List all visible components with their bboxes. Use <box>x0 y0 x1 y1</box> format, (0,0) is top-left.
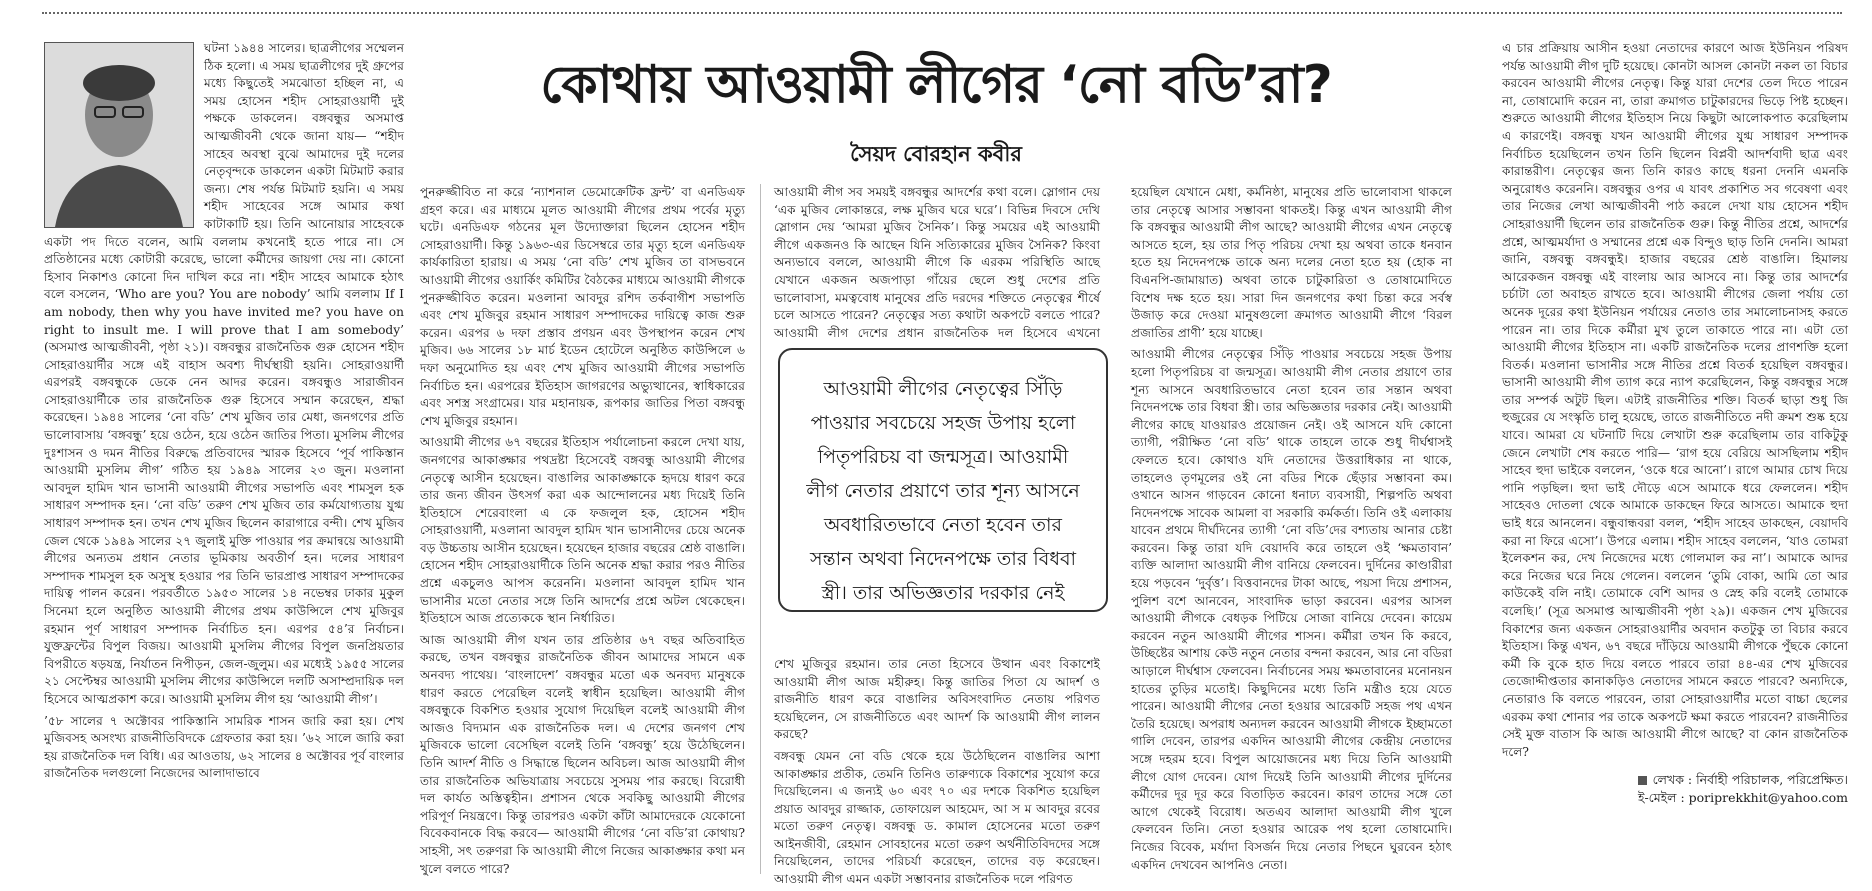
paragraph: আওয়ামী লীগ সব সময়ই বঙ্গবন্ধুর আদর্শের কথা বলে। স্লোগান দেয় ‘এক মুজিব লোকান্তরে, লক্ষ মুজিব ঘরে ঘরে’। বিভিন্ন দিবসে দেখি স্লোগান দেয় ‘আমরা মুজিব সৈনিক’। কিন্তু সময়ের এই আওয়ামী লীগে একজনও কি আছেন যিনি সত্যিকারের মুজিব সৈনিক? কিংবা অন্যভাবে বললে, আওয়ামী লীগে কি এরকম পরিস্থিতি আছে যেখানে একজন অজপাড়া গাঁয়ের ছেলে শুধু দেশের প্রতি ভালোবাসা, মমত্ববোধ মানুষের প্রতি দরদের শক্তিতে নেতৃত্বের শীর্ষে চলে আসতে পারেন? নেতৃত্বের সত্য কথাটা অকপটে বলতে পারে? আওয়ামী লীগ দেশের প্রধান রাজনৈতিক দল হিসেবে এখনো <box>774 185 1100 340</box>
paragraph: পুনরুজ্জীবিত না করে ‘ন্যাশনাল ডেমোক্রেটিক ফ্রন্ট’ বা এনডিএফ গ্রহণ করে। এর মাধ্যমে মূলত আওয়ামী লীগের প্রথম পর্বের মৃত্যু ঘটে। এনডিএফ গঠনের মূল উদ্যোক্তারা ছিলেন হোসেন শহীদ সোহরাওয়ার্দী। কিন্তু ১৯৬৩-এর ডিসেম্বরে তার মৃত্যু হলে এনডিএফ কার্যকারিতা হারায়। এ সময় ‘নো বডি’ শেখ মুজিব তা বাসভবনে আওয়ামী লীগের ওয়ার্কিং কমিটির বৈঠকের মাধ্যমে আওয়ামী লীগকে পুনরুজ্জীবিত করেন। মওলানা আবদুর রশিদ তর্কবাগীশ সভাপতি এবং শেখ মুজিবুর রহমান সাধারণ সম্পাদকের দায়িত্বে কাজ শুরু করেন। এরপর ৬ দফা প্রস্তাব প্রণয়ন এবং উপস্থাপন করেন শেখ মুজিব। ৬৬ সালের ১৮ মার্চ ইডেন হোটেলে অনুষ্ঠিত কাউন্সিলে ৬ দফা অনুমোদিত হয় এবং শেখ মুজিব আওয়ামী লীগের সভাপতি নির্বাচিত হন। এরপরের ইতিহাস জাগরণের অভ্যুত্থানের, স্বাধিকারের এবং সশস্ত্র সংগ্রামের। যার মহানায়ক, রূপকার জাতির পিতা বঙ্গবন্ধু শেখ মুজিবুর রহমান। <box>420 185 745 428</box>
column-divider <box>760 184 761 874</box>
paragraph: ঘটনা ১৯৪৪ সালের। ছাত্রলীগের সম্মেলন ঠিক হলো। এ সময় ছাত্রলীগের দুই গ্রুপের মধ্যে কিছুতেই সমঝোতা হচ্ছিল না, এ সময় হোসেন শহীদ সোহরাওয়ার্দী দুই পক্ষকে ডাকলেন। বঙ্গবন্ধুর অসমাপ্ত আত্মজীবনী থেকে জানা যায়— “শহীদ সাহেব অবস্থা বুঝে আমাদের দুই দলের নেতৃবৃন্দকে ডাকলেন একটা মিটমাট করার জন্য। শেষ পর্যন্ত মিটমাট হয়নি। এ সময় শহীদ সাহেবের সঙ্গে আমার কথা কাটাকাটি হয়। তিনি আনোয়ার সাহেবকে একটা পদ দিতে বলেন, আমি বললাম কখনোই হতে পারে না। সে প্রতিষ্ঠানের মধ্যে কোটারী করেছে, ভালো কর্মীদের জায়গা দেয় না। কোনো হিসাব নিকাশও কোনো দিন দাখিল করে না। শহীদ সাহেব আমাকে হঠাৎ বলে বসলেন, ‘Who are you? You are nobody’ আমি বললাম If I am nobody, then why you have invited me? you have on right to insult me. I will prove that I am somebody’ (অসমাপ্ত আত্মজীবনী, পৃষ্ঠা ২১)। বঙ্গবন্ধুর রাজনৈতিক গুরু হোসেন শহীদ সোহরাওয়ার্দীর সঙ্গে এই বাহাস অবশ্য দীর্ঘস্থায়ী হয়নি। সোহরাওয়ার্দী এরপরই বঙ্গবন্ধুকে ডেকে নেন আদর করেন। বঙ্গবন্ধুও সারাজীবন সোহরাওয়ার্দীকে তার রাজনৈতিক গুরু হিসেবে সম্মান করেছেন, শ্রদ্ধা করেছেন। ১৯৪৪ সালের ‘নো বডি’ শেখ মুজিব তার মেধা, জনগণের প্রতি ভালোবাসায় ‘বঙ্গবন্ধু’ হয়ে ওঠেন, হয়ে ওঠেন জাতির পিতা। মুসলিম লীগের দুঃশাসন ও দমন নীতির বিরুদ্ধে প্রতিবাদের স্মারক হিসেবে ‘পূর্ব পাকিস্তান আওয়ামী মুসলিম লীগ’ গঠিত হয় ১৯৪৯ সালের ২৩ জুন। মওলানা আবদুল হামিদ খান ভাসানী আওয়ামী লীগের সভাপতি এবং শামসুল হক সাধারণ সম্পাদক হন। ‘নো বডি’ তরুণ শেখ মুজিব তার কর্মযোগ্যতায় যুগ্ম সাধারণ সম্পাদক হন। তখন শেখ মুজিব ছিলেন কারাগারে বন্দী। শেখ মুজিব জেল থেকে ১৯৪৯ সালের ২৭ জুলাই মুক্তি পাওয়ার পর ক্রমান্বয়ে আওয়ামী লীগের অন্যতম প্রধান নেতার ভূমিকায় অবতীর্ণ হন। দলের সাধারণ সম্পাদক শামসুল হক অসুস্থ হওয়ার পর তিনি ভারপ্রাপ্ত সাধারণ সম্পাদকের দায়িত্ব পালন করেন। পরবর্তীতে ১৯৫৩ সালের ১৪ নভেম্বর ঢাকার মুকুল সিনেমা হলে অনুষ্ঠিত আওয়ামী লীগের প্রথম কাউন্সিলে শেখ মুজিবুর রহমান পূর্ণ সাধারণ সম্পাদক নির্বাচিত হন। এরপর ৫৪’র নির্বাচন। যুক্তফ্রন্টের বিপুল বিজয়। আওয়ামী মুসলিম লীগের বিপুল জনপ্রিয়তার বিপরীতে ষড়যন্ত্র, নির্যাতন নিপীড়ন, জেল-জুলুম। এর মধ্যেই ১৯৫৫ সালের ২১ সেপ্টেম্বর আওয়ামী মুসলিম লীগের কাউন্সিলে দলটি অসাম্প্রদায়িক দল হিসেবে আত্মপ্রকাশ করে। আওয়ামী মুসলিম লীগ হয় ‘আওয়ামী লীগ’। <box>44 41 404 706</box>
paragraph: আওয়ামী লীগের নেতৃত্বের সিঁড়ি পাওয়ার সবচেয়ে সহজ উপায় হলো পিতৃপরিচয় বা জন্মসূত্র। আওয়ামী লীগ নেতার প্রয়াণে তার শূন্য আসনে অবধারিতভাবে নেতা হবেন তার সন্তান অথবা নিদেনপক্ষে তার বিধবা স্ত্রী। তার অভিজ্ঞতার দরকার নেই। আওয়ামী লীগের কাছে যাওয়ারও প্রয়োজন নেই। ওই আসনে যদি কোনো ত্যাগী, পরীক্ষিত ‘নো বডি’ থাকে তাহলে তাকে শুধু দীর্ঘশ্বাসই ফেলতে হবে। কোথাও যদি নেতাদের উত্তরাধিকার না থাকে, তাহলেও তৃণমূলের ওই নো বডির শিকে ছেঁড়ার সম্ভাবনা কম। ওখানে আসন গাড়বেন কোনো ধনাঢ্য ব্যবসায়ী, শিল্পপতি অথবা নিদেনপক্ষে সাবেক আমলা বা সরকারি কর্মকর্তা। তিনি ওই এলাকায় যাবেন প্রথমে দীর্ঘদিনের ত্যাগী ‘নো বডি’দের বশ্যতায় আনার চেষ্টা করবেন। কিন্তু তারা যদি বেয়াদবি করে তাহলে ওই ‘ক্ষমতাবান’ ব্যক্তি আলাদা আওয়ামী লীগ বানিয়ে ফেলবেন। দুর্দিনের কাণ্ডারীরা হয়ে পড়বেন ‘দুর্বৃত্ত’। বিত্তবানদের টাকা আছে, পয়সা দিয়ে প্রশাসন, পুলিশ বশে আনবেন, সাংবাদিক ভাড়া করবেন। এরপর আসল আওয়ামী লীগকে বেধড়ক পিটিয়ে সোজা বানিয়ে দেবেন। কায়েম করবেন নতুন আওয়ামী লীগের শাসন। কর্মীরা তখন কি করবে, উচ্ছিষ্টের আশায় কেউ নতুন নেতার বন্দনা করবেন, আর নো বডিরা আড়ালে দীর্ঘশ্বাস ফেলবেন। নির্বাচনের সময় ক্ষমতাবানের মনোনয়ন হাতের তুড়ির মতোই। কিছুদিনের মধ্যে তিনি মন্ত্রীও হয়ে যেতে পারেন। আওয়ামী লীগের নেতা হওয়ার আরেকটি সহজ পথ এখন তৈরি হয়েছে। অপরাধ অন্যদল করবেন আওয়ামী লীগকে ইচ্ছামতো গালি দেবেন, তারপর একদিন আওয়ামী লীগের কেন্দ্রীয় নেতাদের সঙ্গে দহরম হবে। বিপুল আয়োজনের মধ্য দিয়ে তিনি আওয়ামী লীগে যোগ দেবেন। যোগ দিয়েই তিনি আওয়ামী লীগের দুর্দিনের কর্মীদের দূর দূর করে বিতাড়িত করবেন। কারণ তাদের সঙ্গে তো আগে থেকেই বিরোধ। অতএব আলাদা আওয়ামী লীগ খুলে ফেলবেন তিনি। নেতা হওয়ার আরেক পথ হলো তোষামোদি। নিজের বিবেক, মর্যাদা বিসর্জন দিয়ে নেতার পিছনে ঘুরবেন হঠাৎ একদিন দেখবেন আপনিও নেতা। <box>1131 347 1452 872</box>
paragraph: শেখ মুজিবুর রহমান। তার নেতা হিসেবে উত্থান এবং বিকাশেই আওয়ামী লীগ আজ মহীরুহ। কিন্তু জাতির পিতা যে আদর্শ ও রাজনীতি ধারণ করে বাঙালির অবিসংবাদিত নেতায় পরিণত হয়েছিলেন, সে রাজনীতিতে এবং আদর্শ কি আওয়ামী লীগ লালন করছে? <box>774 656 1100 742</box>
paragraph: হয়েছিল যেখানে মেধা, কর্মনিষ্ঠা, মানুষের প্রতি ভালোবাসা থাকলে তার নেতৃত্বে আসার সম্ভাবনা থাকতই। কিন্তু এখন আওয়ামী লীগ কি বঙ্গবন্ধুর আওয়ামী লীগ আছে? আওয়ামী লীগের এখন নেতৃত্বে আসতে হলে, হয় তার পিতৃ পরিচয় দেখা হয় অথবা তাকে ধনবান হতে হয় নিদেনপক্ষে তাকে অন্য দলের নেতা হতে হয় (হোক না বিএনপি-জামায়াত) অথবা তাকে চাটুকারিতা ও তোষামোদিতে বিশেষ দক্ষ হতে হয়। সারা দিন জনগণের কথা চিন্তা করে সর্বস্ব উজাড় করে দেওয়া মানুষগুলো ক্রমাগত আওয়ামী লীগে ‘বিরল প্রজাতির প্রাণী’ হয়ে যাচ্ছে। <box>1131 185 1452 340</box>
column-2 <box>420 184 745 874</box>
paragraph: আওয়ামী লীগের ৬৭ বছরের ইতিহাস পর্যালোচনা করলে দেখা যায়, জনগণের আকাঙ্ক্ষার পথদ্রষ্টা হিসেবেই বঙ্গবন্ধু আওয়ামী লীগের নেতৃত্বে আসীন হয়েছেন। বাঙালির আকাঙ্ক্ষাকে হৃদয়ে ধারণ করে তার জন্য জীবন উৎসর্গ করা এক আন্দোলনের মধ্য দিয়েই তিনি ইতিহাসে শেরেবাংলা এ কে ফজলুল হক, হোসেন শহীদ সোহরাওয়ার্দী, মওলানা আবদুল হামিদ খান ভাসানীদের চেয়ে অনেক বড় উচ্চতায় আসীন হয়েছেন। হয়েছেন হাজার বছরের শ্রেষ্ঠ বাঙালি। হোসেন শহীদ সোহরাওয়ার্দীকে তিনি অনেক শ্রদ্ধা করার পরও নীতির প্রশ্নে একচুলও আপস করেননি। মওলানা আবদুল হামিদ খান ভাসানীর মতো নেতার সঙ্গে তিনি আদর্শের প্রশ্নে অটল থেকেছেন। ইতিহাসে আজ প্রত্যেককে স্থান নির্ধারিত। <box>420 435 745 626</box>
headline: কোথায় আওয়ামী লীগের ‘নো বডি’রা? <box>540 55 1332 115</box>
paragraph: এ চার প্রক্রিয়ায় আসীন হওয়া নেতাদের কারণে আজ ইউনিয়ন পরিষদ পর্যন্ত আওয়ামী লীগ দুটি হয়েছে। কোনটা আসল কোনটা নকল তা বিচার করবেন আওয়ামী লীগের নেতৃত্ব। কিন্তু যারা দেশের তেল দিতে পারেন না, তোষামোদি করেন না, তারা ক্রমাগত চাটুকারদের ভিড়ে পিষ্ট হচ্ছেন। শুরুতে আওয়ামী লীগের ইতিহাস নিয়ে কিছুটা আলোকপাত করেছিলাম এ কারণেই। বঙ্গবন্ধু যখন আওয়ামী লীগের যুগ্ম সাধারণ সম্পাদক নির্বাচিত হয়েছিলেন তখন তিনি ছিলেন বিপ্লবী আদর্শবাদী ছাত্র এবং কারান্তরীণ। নেতৃত্বের জন্য তিনি কারও কাছে ধরনা দেননি এমনকি অনুরোধও করেননি। বঙ্গবন্ধুর ওপর এ যাবৎ প্রকাশিত সব গবেষণা এবং তার নিজের লেখা আত্মজীবনী পাঠ করলে দেখা যায় হোসেন শহীদ সোহরাওয়ার্দী ছিলেন তার রাজনৈতিক গুরু। কিন্তু নীতির প্রশ্নে, আদর্শের প্রশ্নে, আত্মমর্যাদা ও সম্মানের প্রশ্নে এক বিন্দুও ছাড় তিনি দেননি। আমরা জানি, বঙ্গবন্ধু বঙ্গবন্ধুই। হাজার বছরের শ্রেষ্ঠ বাঙালি। হিমালয় আরেকজন বঙ্গবন্ধু এই বাংলায় আর আসবে না। কিন্তু তার আদর্শের চর্চাটা তো অবাহত রাখতে হবে। আওয়ামী লীগের জেলা পর্যায় তো অনেক দূরের কথা ইউনিয়ন পর্যায়ের নেতাও তার সমালোচনাসহ করতে পারেন না। তার দিকে কর্মীরা মুখ তুলে তাকাতে পারে না। এটা তো আওয়ামী লীগের ইতিহাস না। একটি রাজনৈতিক দলের প্রাণশক্তি হলো বিতর্ক। মওলানা ভাসানীর সঙ্গে নীতির প্রশ্নে বিতর্ক হয়েছিল বঙ্গবন্ধুর। ভাসানী আওয়ামী লীগ ত্যাগ করে ন্যাপ করেছিলেন, কিন্তু বঙ্গবন্ধুর সঙ্গে তার সম্পর্ক অটুট ছিল। এটাই রাজনীতির শক্তি। বিতর্ক ছাড়া শুধু জি হুজুরের যে সংস্কৃতি চালু হয়েছে, তাতে রাজনীতিতে নদী ক্রমশ শুষ্ক হয়ে যাবে। আমরা যে ঘটনাটি দিয়ে লেখাটা শুরু করেছিলাম তার বাকিটুকু জেনে লেখাটা শেষ করতে পারি— ‘রাগ হয়ে বেরিয়ে আসছিলাম শহীদ সাহেব হুদা ভাইকে বললেন, ‘ওকে ধরে আনো’। রাগে আমার চোখ দিয়ে পানি পড়ছিল। হুদা ভাই দৌড়ে এসে আমাকে ধরে ফেললেন। শহীদ সাহেবও দোতলা থেকে আমাকে ডাকছেন ফিরে আসতে। আমাকে হুদা ভাই ধরে আনলেন। বন্ধুবান্ধবরা বলল, ‘শহীদ সাহেব ডাকছেন, বেয়াদবি করা না ফিরে এসো’। উপরে এলাম। শহীদ সাহেব বললেন, ‘যাও তোমরা ইলেকশন কর, দেখ নিজেদের মধ্যে গোলমাল কর না’। আমাকে আদর করে নিজের ঘরে নিয়ে গেলেন। বললেন ‘তুমি বোকা, আমি তো আর কাউকেই বলি নাই। তোমাকে বেশি আদর ও স্নেহ করি বলেই তোমাকে বলেছি।’ (সূত্র অসমাপ্ত আত্মজীবনী পৃষ্ঠা ২৯)। একজন শেখ মুজিবের বিকাশের জন্য একজন সোহরাওয়ার্দীর অবদান কতটুকু তা বিচার করবে ইতিহাস। কিন্তু এখন, ৬৭ বছরে দাঁড়িয়ে আওয়ামী লীগকে পুঁছকে কোনো কর্মী কি বুকে হাত দিয়ে বলতে পারবে তারা ৪৪-এর শেখ মুজিবের তেজোদ্দীপ্ততার কানাকড়িও নেতাদের সামনে করতে পারবে? অন্যদিকে, নেতারাও কি বলতে পারবেন, তারা সোহরাওয়ার্দীর মতো বাচ্চা ছেলের এরকম কথা শোনার পর তাকে অকপটে ক্ষমা করতে পারবেন? রাজনীতির সেই মুক্ত বাতাস কি আজ আওয়ামী লীগে আছে? বা কোন রাজনৈতিক দলে? <box>1502 41 1848 759</box>
square-bullet-icon <box>1638 776 1647 785</box>
paragraph: আজ আওয়ামী লীগ যখন তার প্রতিষ্ঠার ৬৭ বছর অতিবাহিত করছে, তখন বঙ্গবন্ধুর রাজনৈতিক জীবন আমাদের সামনে এক অনবদ্য পাথেয়। ‘বাংলাদেশ’ বঙ্গবন্ধুর মতো এক অনবদ্য মানুষকে ধারণ করতে পেরেছিল বলেই স্বাধীন হয়েছিল। আওয়ামী লীগ বঙ্গবন্ধুকে বিকশিত হওয়ার সুযোগ দিয়েছিল বলেই আওয়ামী লীগ আজও বিদ্যমান এক রাজনৈতিক দল। এ দেশের জনগণ শেখ মুজিবকে ভালো বেসেছিল বলেই তিনি ‘বঙ্গবন্ধু’ হয়ে উঠেছিলেন। তিনি আদর্শ নীতি ও সিদ্ধান্তে ছিলেন অবিচল। আজ আওয়ামী লীগ তার রাজনৈতিক অভিযাত্রায় সবচেয়ে সুসময় পার করছে। বিরোধী দল কার্যত অস্তিত্বহীন। প্রশাসন থেকে সবকিছু আওয়ামী লীগের পরিপূর্ণ নিয়ন্ত্রণে। কিন্তু তারপরও একটা কাঁটা আমাদেরকে যেকোনো বিবেকবানকে বিদ্ধ করবে— আওয়ামী লীগের ‘নো বডি’রা কোথায়? সাহসী, সৎ তরুণরা কি আওয়ামী লীগে নিজের আকাঙ্ক্ষার কথা মন খুলে বলতে পারে? <box>420 632 745 876</box>
author-note <box>1502 771 1848 806</box>
top-dotted-rule <box>42 12 1842 14</box>
byline: সৈয়দ বোরহান কবীর <box>850 142 1022 166</box>
column-1 <box>44 40 404 876</box>
pull-quote: আওয়ামী লীগের নেতৃত্বের সিঁড়ি পাওয়ার সবচেয়ে সহজ উপায় হলো পিতৃপরিচয় বা জন্মসূত্র। আওয়ামী লীগ নেতার প্রয়াণে তার শূন্য আসনে অবধারিতভাবে নেতা হবেন তার সন্তান অথবা নিদেনপক্ষে তার বিধবা স্ত্রী। তার অভিজ্ঞতার দরকার নেই <box>778 348 1108 612</box>
author-portrait <box>44 42 194 228</box>
author-title: লেখক : নির্বাহী পরিচালক, পরিপ্রেক্ষিত। <box>1652 772 1848 788</box>
paragraph: বঙ্গবন্ধু যেমন নো বডি থেকে হয়ে উঠেছিলেন বাঙালির আশা আকাঙ্ক্ষার প্রতীক, তেমনি তিনিও তারুণ্যকে বিকাশের সুযোগ করে দিয়েছিলেন। এ জন্যই ৬০ এবং ৭০ এর দশকে বিকশিত হয়েছিল প্রয়াত আবদুর রাজ্জাক, তোফায়েল আহমেদ, আ স ম আবদুর রবের মতো তরুণ নেতৃত্ব। বঙ্গবন্ধু ড. কামাল হোসেনের মতো তরুণ আইনজীবী, রেহমান সোবহানের মতো তরুণ অর্থনীতিবিদদের সঙ্গে নিয়েছিলেন, তাদের পরিচর্যা করেছেন, তাদের বড় করেছেন। আওয়ামী লীগ এমন একটা সম্ভাবনার রাজনৈতিক দলে পরিণত <box>774 748 1100 887</box>
column-4 <box>1131 184 1452 874</box>
author-email: ই-মেইল : poriprekkhit@yahoo.com <box>1637 789 1848 805</box>
paragraph: ’৫৮ সালের ৭ অক্টোবর পাকিস্তানি সামরিক শাসন জারি করা হয়। শেখ মুজিবসহ অসংখ্য রাজনীতিবিদকে গ্রেফতার করা হয়। ’৬২ সালে জারি করা হয় রাজনৈতিক দল বিধি। এর আওতায়, ৬২ সালের ৪ অক্টোবর পূর্ব বাংলার রাজনৈতিক দলগুলো নিজেদের আলাদাভাবে <box>44 713 405 781</box>
column-5 <box>1502 40 1848 876</box>
